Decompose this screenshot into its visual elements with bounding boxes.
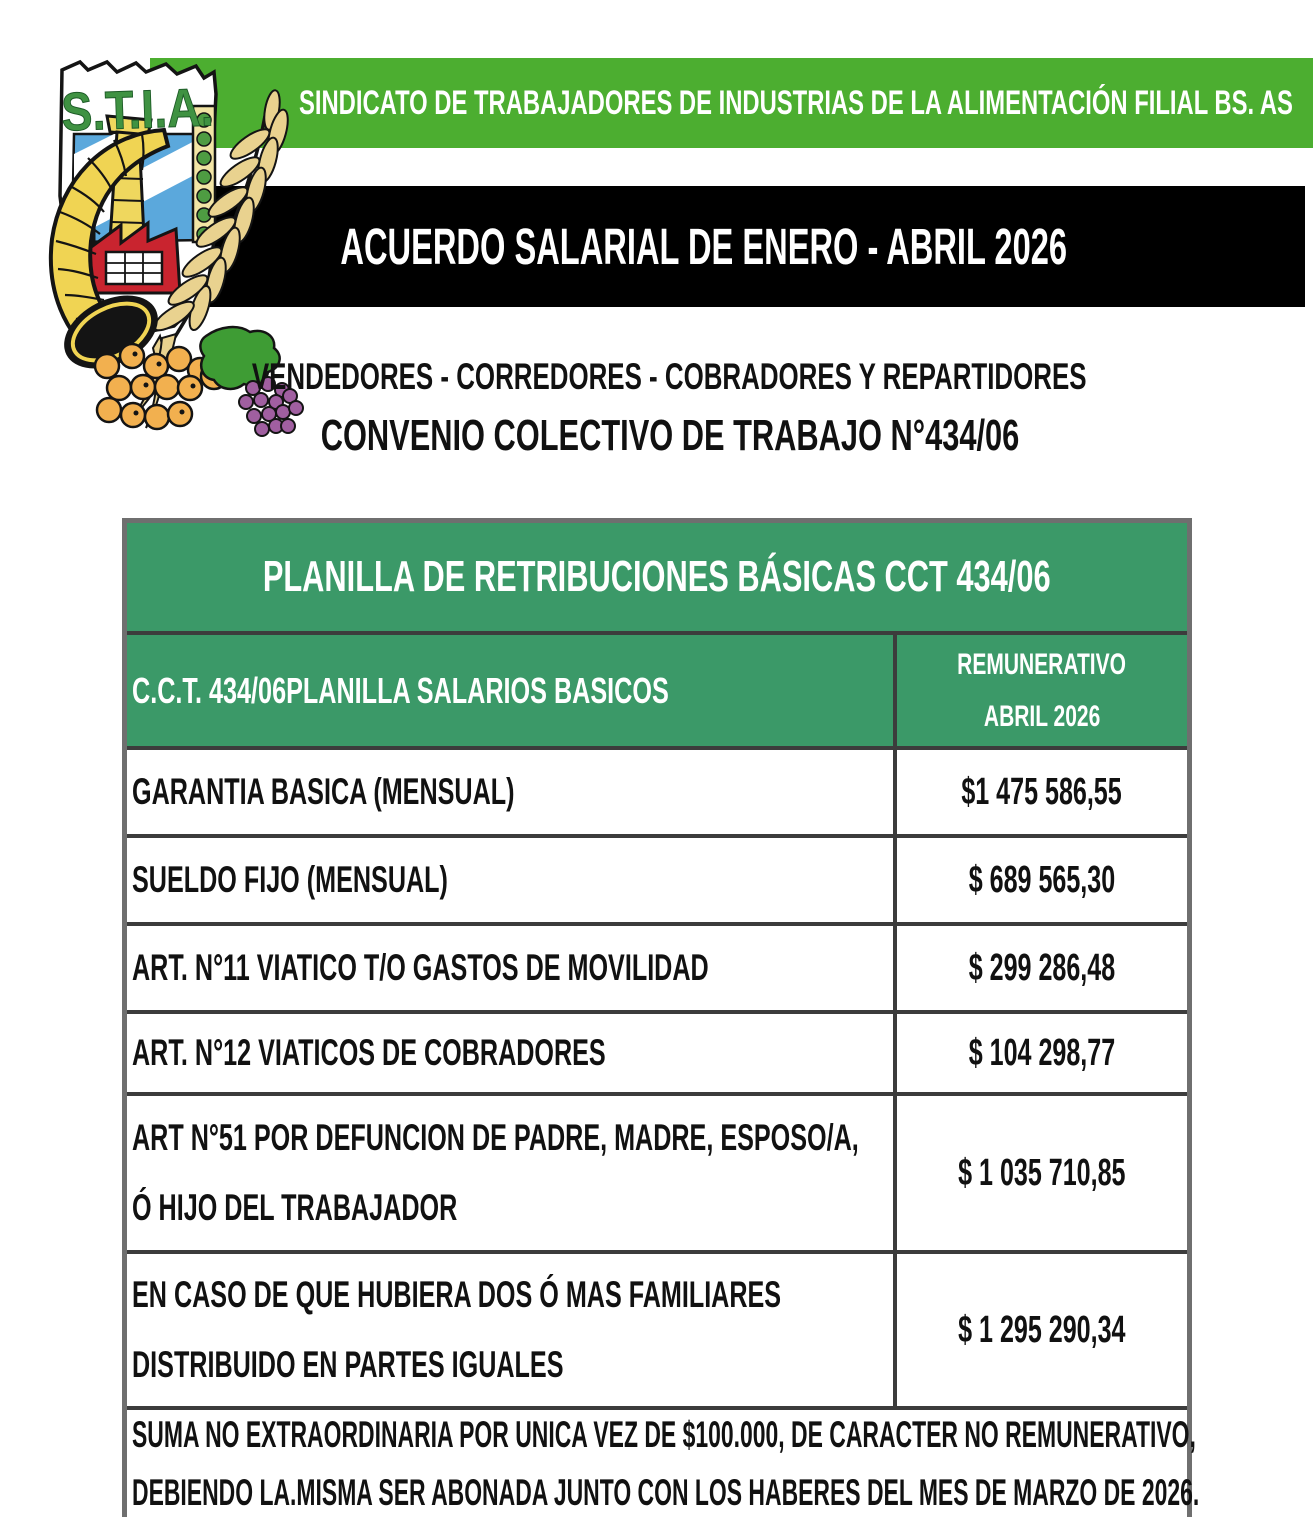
row-label: GARANTIA BASICA (MENSUAL) [132,771,515,812]
row-value: $ 689 565,30 [893,838,1187,922]
subtitle-occupations: VENDEDORES - CORREDORES - COBRADORES Y REPARTIDORES [252,356,1087,397]
row-value: $ 104 298,77 [893,1014,1187,1092]
table-footer-note: SUMA NO EXTRAORDINARIA POR UNICA VEZ DE $100.000, DE CARACTER NO REMUNERATIVO, DEBIENDO LA.MISMA SER ABONADA JUNTO CON LOS HABERES DEL MES DE MARZO DE 2026. [127,1406,1187,1517]
subtitle-convenio: CONVENIO COLECTIVO DE TRABAJO N°434/06 [320,411,1020,460]
row-label: ART. N°12 VIATICOS DE COBRADORES [132,1032,606,1073]
table-row [127,1092,1187,1250]
table-row [127,746,1187,834]
black-banner-title: ACUERDO SALARIAL DE ENERO - ABRIL 2026 [340,218,1067,275]
table-row [127,922,1187,1010]
salary-table [122,518,1200,1517]
table-header-right: REMUNERATIVO ABRIL 2026 [893,635,1187,746]
table-header-row [127,631,1187,746]
table-row [127,1010,1187,1092]
green-banner [150,58,1313,148]
row-label: EN CASO DE QUE HUBIERA DOS Ó MAS FAMILIARES DISTRIBUIDO EN PARTES IGUALES [132,1274,782,1385]
black-banner [150,186,1305,307]
table-row [127,1250,1187,1406]
row-value: $1 475 586,55 [893,750,1187,834]
svg-text:S.T.I.A.: S.T.I.A. [60,76,240,143]
table-header-left: C.C.T. 434/06PLANILLA SALARIOS BASICOS [132,669,669,711]
table-rows [127,746,1187,1406]
table-title: PLANILLA DE RETRIBUCIONES BÁSICAS CCT 434/06 [127,523,1187,631]
row-value: $ 299 286,48 [893,926,1187,1010]
row-label: ART. N°11 VIATICO T/O GASTOS DE MOVILIDAD [132,947,709,988]
row-value: $ 1 295 290,34 [893,1254,1187,1406]
row-value: $ 1 035 710,85 [893,1096,1187,1250]
green-banner-title: SINDICATO DE TRABAJADORES DE INDUSTRIAS DE LA ALIMENTACIÓN FILIAL BS. AS [298,83,1293,122]
row-label: SUELDO FIJO (MENSUAL) [132,859,448,900]
row-label: ART N°51 POR DEFUNCION DE PADRE, MADRE, ESPOSO/A, Ó HIJO DEL TRABAJADOR [132,1117,859,1228]
table-row [127,834,1187,922]
